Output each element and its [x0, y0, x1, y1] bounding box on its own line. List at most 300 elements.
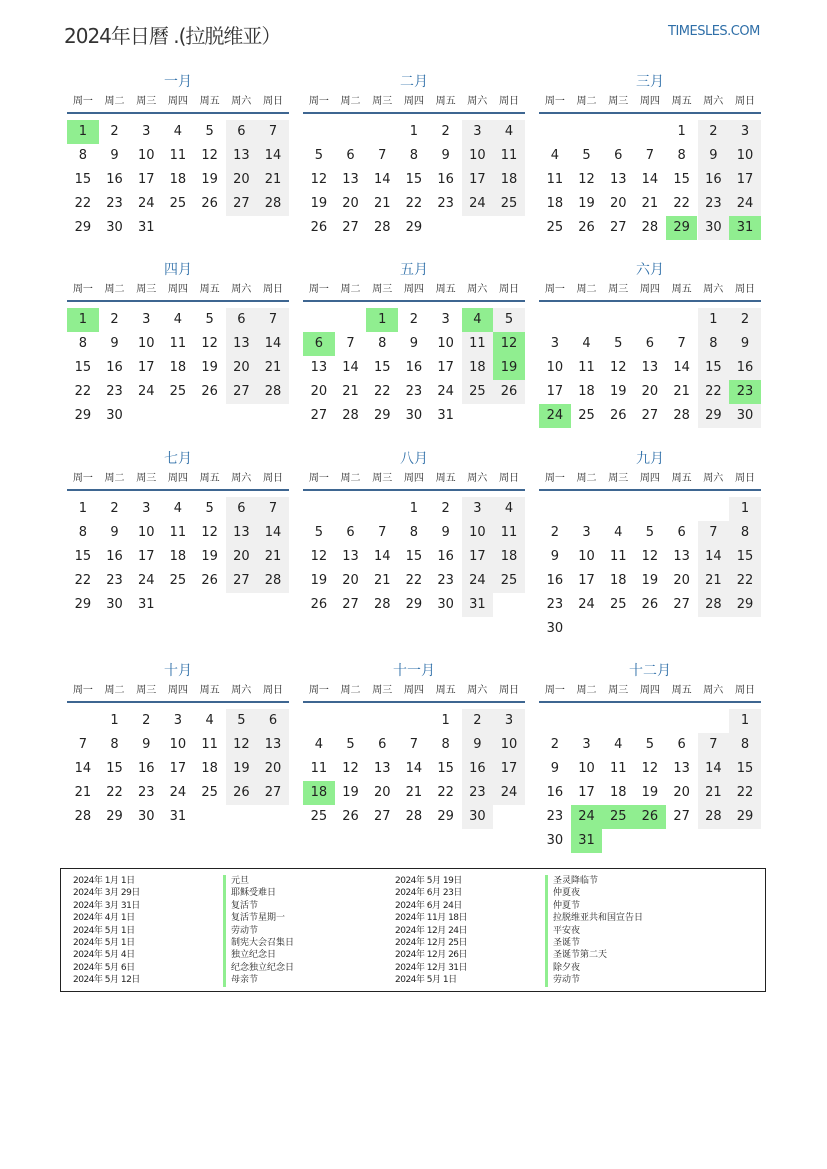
day: 22: [405, 573, 423, 588]
day: 17: [729, 168, 761, 192]
site-link[interactable]: TIMESLES.COM: [668, 24, 760, 39]
weekday-label: 周二: [576, 96, 597, 107]
month-title: 七月: [164, 451, 192, 467]
day: 2: [550, 525, 559, 540]
day: 14: [342, 360, 359, 375]
day: 16: [698, 168, 730, 192]
month-6: [539, 260, 761, 446]
weekday-label: 周三: [372, 284, 393, 295]
weekday-label: 周四: [403, 473, 424, 484]
day-grid: [303, 491, 525, 635]
weekday-label: 周五: [199, 473, 220, 484]
day: 6: [378, 737, 387, 752]
day: 27: [226, 569, 258, 593]
month-title: 八月: [400, 451, 428, 467]
day: 4: [173, 501, 183, 516]
day: 20: [342, 573, 359, 588]
holiday-date: 2024年 11月 18日: [395, 913, 468, 924]
weekday-label: 周四: [167, 284, 188, 295]
day: 2: [142, 713, 151, 728]
day: 26: [310, 597, 328, 612]
day: 2: [441, 124, 450, 139]
day: 28: [257, 192, 289, 216]
day: 17: [462, 545, 494, 569]
day: 26: [310, 220, 328, 235]
weekday-header: [67, 92, 289, 114]
day: 19: [342, 785, 359, 800]
weekday-label: 周四: [639, 284, 660, 295]
day: 14: [698, 757, 730, 781]
day: 23: [106, 196, 123, 211]
day: 16: [546, 573, 564, 588]
month-title: 十二月: [629, 663, 671, 679]
day: 3: [582, 737, 591, 752]
day: 12: [641, 761, 659, 776]
day: 18: [169, 360, 187, 375]
day: 9: [441, 148, 450, 163]
month-10: [67, 661, 289, 847]
day: 6: [614, 148, 623, 163]
day: 13: [310, 360, 328, 375]
weekday-label: 周日: [262, 685, 283, 696]
day: 5: [314, 525, 323, 540]
day: 24: [137, 384, 155, 399]
day: 4: [493, 497, 525, 521]
weekday-label: 周四: [639, 473, 660, 484]
weekday-label: 周六: [231, 96, 252, 107]
holiday-name: 母亲节: [223, 974, 258, 986]
day: 10: [137, 148, 155, 163]
day: 27: [373, 809, 391, 824]
weekday-label: 周六: [231, 284, 252, 295]
weekday-header: [67, 280, 289, 302]
weekday-label: 周三: [136, 473, 157, 484]
day: 7: [78, 737, 87, 752]
day-grid: [303, 703, 525, 847]
day: 17: [578, 785, 595, 800]
holiday-entry: [395, 887, 715, 899]
weekday-label: 周一: [308, 685, 329, 696]
day: 10: [169, 737, 187, 752]
holiday-day: 19: [493, 356, 525, 380]
weekday-label: 周一: [308, 96, 329, 107]
day: 18: [169, 172, 187, 187]
day: 23: [546, 809, 564, 824]
day: 10: [578, 761, 595, 776]
weekday-label: 周二: [104, 96, 125, 107]
day: 3: [462, 120, 494, 144]
holiday-day: 1: [67, 120, 99, 144]
weekday-label: 周五: [435, 284, 456, 295]
day: 15: [405, 549, 423, 564]
day: 6: [257, 709, 289, 733]
day: 16: [405, 360, 423, 375]
day: 6: [677, 525, 686, 540]
day: 31: [462, 593, 494, 617]
day: 22: [74, 573, 92, 588]
day: 26: [342, 809, 359, 824]
weekday-label: 周五: [199, 685, 220, 696]
weekday-label: 周六: [703, 473, 724, 484]
holiday-name: 仲夏夜: [545, 887, 580, 899]
day: 6: [346, 525, 355, 540]
day: 14: [74, 761, 92, 776]
day: 11: [169, 148, 187, 163]
holiday-entry: [395, 912, 715, 924]
holiday-day: 12: [493, 332, 525, 356]
weekday-header: [303, 280, 525, 302]
weekday-label: 周一: [544, 96, 565, 107]
holiday-entry: [395, 974, 715, 986]
day: 4: [614, 737, 623, 752]
holiday-day: 24: [539, 404, 571, 428]
weekday-label: 周五: [199, 284, 220, 295]
month-12: [539, 661, 761, 847]
day: 18: [201, 761, 218, 776]
holiday-entry: [73, 962, 393, 974]
day: 19: [310, 573, 328, 588]
holiday-date: 2024年 4月 1日: [73, 913, 135, 924]
day: 1: [698, 308, 730, 332]
holiday-list: [60, 868, 766, 992]
holiday-name: 复活节: [223, 900, 258, 912]
holiday-entry: [395, 925, 715, 937]
weekday-label: 周二: [340, 96, 361, 107]
day: 20: [226, 545, 258, 569]
day: 23: [106, 573, 123, 588]
month-title: 五月: [400, 262, 428, 278]
day: 13: [226, 144, 258, 168]
day: 30: [437, 597, 454, 612]
holiday-date: 2024年 5月 4日: [73, 950, 135, 961]
weekday-label: 周五: [671, 473, 692, 484]
day: 17: [578, 573, 595, 588]
weekday-label: 周二: [340, 284, 361, 295]
day: 21: [373, 573, 391, 588]
weekday-label: 周四: [167, 685, 188, 696]
day: 15: [673, 172, 690, 187]
day: 6: [226, 120, 258, 144]
holiday-date: 2024年 12月 31日: [395, 962, 468, 973]
day: 24: [169, 785, 187, 800]
weekday-label: 周三: [372, 473, 393, 484]
day: 9: [550, 549, 559, 564]
day: 7: [378, 525, 387, 540]
weekday-label: 周六: [467, 473, 488, 484]
day-grid: [67, 703, 289, 847]
day: 19: [641, 785, 659, 800]
day: 7: [677, 336, 686, 351]
day: 18: [493, 545, 525, 569]
holiday-day: 18: [303, 781, 335, 805]
day: 14: [257, 332, 289, 356]
holiday-entry: [73, 875, 393, 887]
weekday-label: 周日: [734, 284, 755, 295]
day: 5: [226, 709, 258, 733]
day: 1: [409, 501, 419, 516]
day: 16: [106, 360, 123, 375]
holiday-name: 独立纪念日: [223, 949, 276, 961]
day: 20: [641, 384, 659, 399]
day: 3: [173, 713, 183, 728]
day: 7: [257, 497, 289, 521]
day: 7: [346, 336, 355, 351]
day: 1: [729, 709, 761, 733]
day: 16: [106, 549, 123, 564]
holiday-name: 平安夜: [545, 925, 580, 937]
weekday-label: 周一: [72, 685, 93, 696]
day: 25: [201, 785, 218, 800]
day: 16: [437, 549, 454, 564]
holiday-date: 2024年 3月 31日: [73, 900, 140, 911]
day: 16: [462, 757, 494, 781]
day: 4: [205, 713, 214, 728]
weekday-label: 周日: [262, 96, 283, 107]
day: 12: [641, 549, 659, 564]
day: 28: [257, 380, 289, 404]
holiday-entry: [73, 925, 393, 937]
day: 7: [378, 148, 387, 163]
weekday-label: 周三: [136, 685, 157, 696]
day: 8: [110, 737, 119, 752]
day: 23: [698, 192, 730, 216]
holiday-name: 劳动节: [223, 925, 258, 937]
day: 24: [462, 569, 494, 593]
day: 15: [74, 549, 92, 564]
day: 28: [373, 220, 391, 235]
day: 28: [257, 569, 289, 593]
day: 19: [578, 196, 595, 211]
day: 30: [546, 621, 564, 636]
weekday-label: 周二: [104, 473, 125, 484]
day: 26: [609, 408, 627, 423]
day: 4: [314, 737, 323, 752]
day: 4: [582, 336, 591, 351]
day: 26: [201, 196, 218, 211]
holiday-day: 26: [634, 805, 666, 829]
weekday-label: 周五: [671, 685, 692, 696]
holiday-name: 耶稣受难日: [223, 887, 276, 899]
weekday-label: 周二: [340, 473, 361, 484]
month-4: [67, 260, 289, 446]
day: 28: [698, 593, 730, 617]
weekday-label: 周三: [136, 284, 157, 295]
weekday-label: 周一: [308, 284, 329, 295]
day: 26: [201, 384, 218, 399]
holiday-entry: [395, 962, 715, 974]
day: 30: [546, 833, 564, 848]
day: 13: [226, 332, 258, 356]
day: 5: [346, 737, 355, 752]
day: 14: [641, 172, 659, 187]
day: 29: [74, 220, 92, 235]
day: 3: [142, 312, 151, 327]
weekday-label: 周五: [435, 96, 456, 107]
day: 24: [137, 196, 155, 211]
day: 1: [78, 501, 87, 516]
day: 11: [169, 525, 187, 540]
day: 2: [409, 312, 419, 327]
weekday-label: 周六: [703, 96, 724, 107]
day: 13: [673, 549, 690, 564]
month-5: [303, 260, 525, 446]
weekday-label: 周三: [372, 685, 393, 696]
day: 21: [673, 384, 690, 399]
day: 18: [546, 196, 564, 211]
day: 23: [137, 785, 155, 800]
weekday-label: 周四: [403, 685, 424, 696]
day: 8: [729, 733, 761, 757]
day: 21: [373, 196, 391, 211]
day: 13: [342, 549, 359, 564]
day: 5: [645, 737, 655, 752]
day: 24: [729, 192, 761, 216]
holiday-day: 6: [303, 332, 335, 356]
day-grid: [539, 302, 761, 446]
day: 5: [205, 501, 214, 516]
holiday-name: 元旦: [223, 875, 249, 887]
holiday-entry: [73, 900, 393, 912]
holiday-entry: [395, 937, 715, 949]
weekday-label: 周日: [262, 284, 283, 295]
day: 17: [137, 360, 155, 375]
weekday-label: 周六: [231, 473, 252, 484]
month-8: [303, 449, 525, 635]
day: 5: [645, 525, 655, 540]
day: 11: [169, 336, 187, 351]
day: 10: [437, 336, 454, 351]
weekday-label: 周二: [340, 685, 361, 696]
holiday-entry: [73, 937, 393, 949]
weekday-label: 周日: [734, 473, 755, 484]
holiday-name: 除夕夜: [545, 962, 580, 974]
day: 11: [493, 521, 525, 545]
day: 10: [462, 144, 494, 168]
day: 28: [405, 809, 423, 824]
holiday-day: 4: [462, 308, 494, 332]
day: 14: [257, 521, 289, 545]
day: 1: [729, 497, 761, 521]
day: 17: [462, 168, 494, 192]
day: 1: [110, 713, 119, 728]
day: 10: [137, 336, 155, 351]
holiday-date: 2024年 12月 24日: [395, 925, 468, 936]
weekday-label: 周六: [231, 685, 252, 696]
day: 31: [437, 408, 454, 423]
day: 7: [409, 737, 419, 752]
day: 9: [441, 525, 450, 540]
day: 20: [673, 785, 690, 800]
weekday-header: [303, 92, 525, 114]
day: 17: [437, 360, 454, 375]
weekday-label: 周六: [467, 96, 488, 107]
weekday-label: 周六: [467, 685, 488, 696]
weekday-label: 周四: [639, 685, 660, 696]
day: 7: [257, 308, 289, 332]
day: 11: [310, 761, 328, 776]
day: 11: [201, 737, 218, 752]
weekday-label: 周一: [544, 473, 565, 484]
weekday-label: 周五: [671, 284, 692, 295]
weekday-header: [67, 469, 289, 491]
holiday-day: 29: [666, 216, 698, 240]
day: 20: [342, 196, 359, 211]
day-grid: [539, 114, 761, 258]
day: 30: [106, 408, 123, 423]
weekday-label: 周日: [498, 96, 519, 107]
month-2: [303, 72, 525, 258]
day: 4: [493, 120, 525, 144]
day: 11: [493, 144, 525, 168]
weekday-label: 周六: [467, 284, 488, 295]
day: 19: [201, 360, 218, 375]
day: 22: [373, 384, 391, 399]
day: 15: [437, 761, 454, 776]
day: 8: [409, 148, 419, 163]
day: 21: [74, 785, 92, 800]
day: 27: [673, 809, 690, 824]
day: 22: [437, 785, 454, 800]
day: 8: [441, 737, 450, 752]
day: 6: [677, 737, 686, 752]
day: 17: [137, 549, 155, 564]
day: 8: [78, 148, 87, 163]
day: 6: [226, 497, 258, 521]
day: 9: [409, 336, 419, 351]
month-title: 六月: [636, 262, 664, 278]
day: 5: [205, 312, 214, 327]
day: 28: [698, 805, 730, 829]
day: 21: [698, 569, 730, 593]
day: 3: [582, 525, 591, 540]
day: 3: [550, 336, 559, 351]
day: 3: [462, 497, 494, 521]
day: 6: [346, 148, 355, 163]
holiday-name: 拉脱维亚共和国宣告日: [545, 912, 643, 924]
day: 27: [641, 408, 659, 423]
holiday-entry: [73, 912, 393, 924]
weekday-label: 周五: [435, 473, 456, 484]
day: 12: [226, 733, 258, 757]
weekday-label: 周四: [639, 96, 660, 107]
day: 29: [405, 220, 423, 235]
day: 15: [74, 172, 92, 187]
day: 15: [74, 360, 92, 375]
day: 8: [677, 148, 686, 163]
holiday-day: 31: [571, 829, 603, 853]
day: 19: [201, 172, 218, 187]
day: 4: [173, 124, 183, 139]
day: 20: [673, 573, 690, 588]
day: 2: [550, 737, 559, 752]
day: 23: [437, 573, 454, 588]
day: 26: [226, 781, 258, 805]
holiday-name: 圣诞节第二天: [545, 949, 607, 961]
holiday-date: 2024年 6月 24日: [395, 900, 462, 911]
day: 15: [698, 356, 730, 380]
day: 24: [137, 573, 155, 588]
day: 11: [609, 761, 627, 776]
day: 25: [169, 573, 187, 588]
weekday-label: 周一: [308, 473, 329, 484]
weekday-label: 周二: [104, 284, 125, 295]
day: 17: [546, 384, 564, 399]
day: 20: [373, 785, 391, 800]
day: 29: [373, 408, 391, 423]
day: 18: [578, 384, 595, 399]
day: 20: [257, 757, 289, 781]
month-title: 十月: [164, 663, 192, 679]
